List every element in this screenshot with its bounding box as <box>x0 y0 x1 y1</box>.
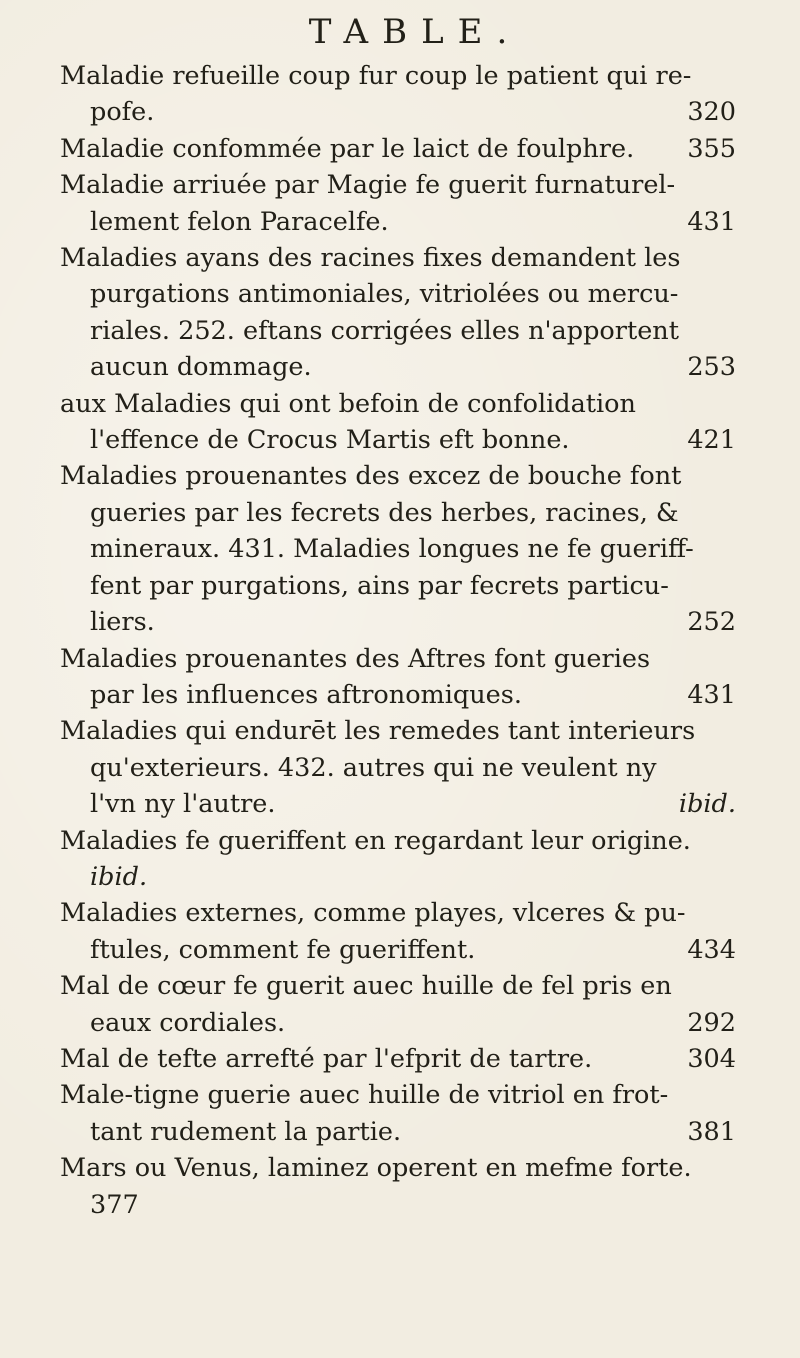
entry-line <box>60 131 760 167</box>
index-entry <box>60 641 760 714</box>
index-entry <box>60 1150 760 1223</box>
index-entry <box>60 713 760 822</box>
index-entry <box>60 1041 760 1077</box>
entry-text: par les influences aftronomiques. <box>90 679 522 710</box>
entry-line <box>60 1041 760 1077</box>
entry-line <box>60 604 760 640</box>
entry-text: tant rudement la partie. <box>90 1116 402 1147</box>
entry-text: Mal de tefte arrefté par l'efprit de tartre. <box>60 1043 593 1074</box>
entry-text: lement felon Paracelfe. <box>90 206 389 237</box>
entry-text: Maladies externes, comme playes, vlceres & pu- <box>60 898 686 929</box>
entry-text: Maladies fe gueriffent en regardant leur origine. <box>60 825 691 856</box>
entry-text: Male-tigne guerie auec huille de vitriol en frot- <box>60 1080 669 1111</box>
entry-text: riales. 252. eftans corrigées elles n'apportent <box>90 315 679 346</box>
running-head: TABLE. <box>308 12 522 52</box>
entry-line <box>60 1187 760 1223</box>
entry-text: eaux cordiales. <box>90 1007 286 1038</box>
entry-line <box>60 713 760 749</box>
index-entry <box>60 823 760 896</box>
index-entry <box>60 240 760 386</box>
entry-text: ibid. <box>90 861 148 892</box>
entry-line <box>60 1114 760 1150</box>
page-reference: 431 <box>687 206 736 237</box>
entry-text: purgations antimoniales, vitriolées ou mercu- <box>90 279 679 310</box>
entry-text: 377 <box>90 1189 139 1220</box>
entry-line <box>60 786 760 822</box>
entry-text: Maladie refueille coup fur coup le patient qui re- <box>60 61 692 91</box>
index-entry <box>60 458 760 640</box>
entry-text: fent par purgations, ains par fecrets particu- <box>90 570 669 601</box>
entry-text: l'vn ny l'autre. <box>90 789 276 820</box>
entry-text: mineraux. 431. Maladies longues ne fe gueriff- <box>90 534 694 565</box>
entry-line <box>60 167 760 203</box>
entry-text: gueries par les fecrets des herbes, racines, & <box>90 497 679 528</box>
entry-line <box>60 859 760 895</box>
page-reference: 355 <box>687 133 736 164</box>
entry-text: Maladie confommée par le laict de foulphre. <box>60 133 635 164</box>
entry-text: Maladies qui endurēt les remedes tant interieurs <box>60 716 696 747</box>
page-reference: 431 <box>687 679 736 710</box>
entry-text: Maladies ayans des racines fixes demandent les <box>60 243 681 274</box>
entry-text: qu'exterieurs. 432. autres qui ne veulent ny <box>90 752 657 783</box>
entry-line <box>60 58 760 94</box>
entry-line <box>60 422 760 458</box>
entry-text: Mars ou Venus, laminez operent en mefme forte. <box>60 1153 692 1184</box>
entry-line <box>60 349 760 385</box>
entry-line <box>60 386 760 422</box>
entry-line <box>60 677 760 713</box>
entry-line <box>60 895 760 931</box>
entry-line <box>60 968 760 1004</box>
entry-text: liers. <box>90 607 155 638</box>
entry-line <box>60 495 760 531</box>
page-reference: 252 <box>687 607 736 638</box>
entry-line <box>60 458 760 494</box>
index-entry <box>60 131 760 167</box>
entry-line <box>60 531 760 567</box>
entry-line <box>60 240 760 276</box>
entry-line <box>60 204 760 240</box>
index-entries <box>60 58 760 1223</box>
page-reference: 253 <box>687 352 736 383</box>
entry-text: pofe. <box>90 97 155 128</box>
entry-line <box>60 94 760 130</box>
entry-line <box>60 750 760 786</box>
index-entry <box>60 167 760 240</box>
entry-text: aucun dommage. <box>90 352 312 383</box>
index-entry <box>60 1077 760 1150</box>
entry-line <box>60 932 760 968</box>
entry-line <box>60 1077 760 1113</box>
page-reference: ibid. <box>678 789 736 820</box>
page-reference: 292 <box>687 1007 736 1038</box>
index-entry <box>60 386 760 459</box>
entry-text: aux Maladies qui ont befoin de confolidation <box>60 388 636 419</box>
page-reference: 320 <box>687 97 736 128</box>
entry-text: Maladies prouenantes des excez de bouche font <box>60 461 682 492</box>
entry-line <box>60 313 760 349</box>
page-reference: 304 <box>687 1043 736 1074</box>
index-entry <box>60 895 760 968</box>
index-entry <box>60 58 760 131</box>
entry-text: l'effence de Crocus Martis eft bonne. <box>90 425 570 456</box>
entry-line <box>60 568 760 604</box>
entry-text: ftules, comment fe gueriffent. <box>90 934 476 965</box>
entry-line <box>60 276 760 312</box>
page-reference: 381 <box>687 1116 736 1147</box>
entry-text: Mal de cœur fe guerit auec huille de fel pris en <box>60 971 672 1002</box>
entry-line <box>60 1005 760 1041</box>
entry-text: Maladies prouenantes des Aftres font gueries <box>60 643 651 674</box>
entry-line <box>60 1150 760 1186</box>
entry-line <box>60 641 760 677</box>
page-reference: 421 <box>687 425 736 456</box>
index-entry <box>60 968 760 1041</box>
page-reference: 434 <box>687 934 736 965</box>
entry-text: Maladie arriuée par Magie fe guerit furnaturel- <box>60 170 676 201</box>
entry-line <box>60 823 760 859</box>
